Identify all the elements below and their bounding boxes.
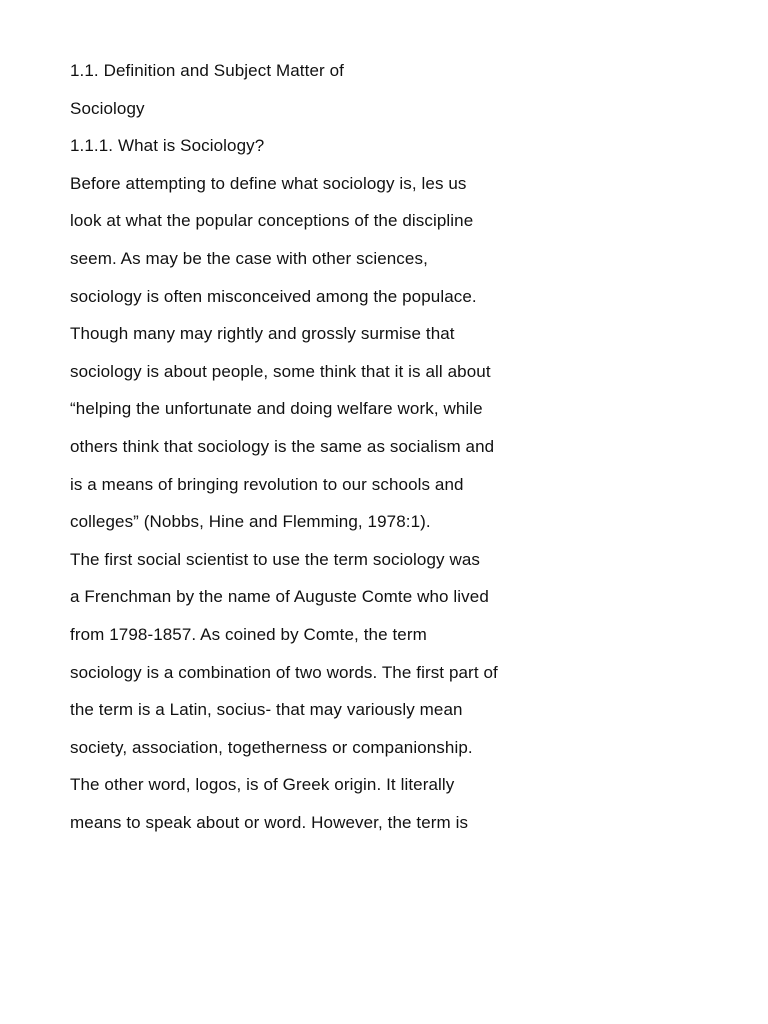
body-line: a Frenchman by the name of Auguste Comte who lived — [70, 587, 489, 607]
body-line: Before attempting to define what sociology is, les us — [70, 173, 467, 193]
body-line: The other word, logos, is of Greek origin. It literally — [70, 775, 455, 795]
document-body — [70, 58, 750, 847]
section-heading-line-2: Sociology — [70, 98, 145, 118]
body-line: others think that sociology is the same as socialism and — [70, 436, 495, 456]
body-line: is a means of bringing revolution to our schools and — [70, 474, 464, 494]
body-line: means to speak about or word. However, the term is — [70, 812, 469, 832]
body-line: the term is a Latin, socius- that may variously mean — [70, 700, 463, 720]
body-line: Though many may rightly and grossly surmise that — [70, 324, 455, 344]
body-line: sociology is often misconceived among the populace. — [70, 286, 477, 306]
body-line: from 1798-1857. As coined by Comte, the term — [70, 624, 427, 644]
subsection-heading: 1.1.1. What is Sociology? — [70, 136, 265, 156]
body-line: look at what the popular conceptions of the discipline — [70, 211, 474, 231]
body-line: “helping the unfortunate and doing welfare work, while — [70, 399, 483, 419]
body-line: seem. As may be the case with other sciences, — [70, 248, 428, 268]
body-line: sociology is about people, some think that it is all about — [70, 361, 491, 381]
body-line: society, association, togetherness or companionship. — [70, 737, 473, 757]
body-line: sociology is a combination of two words. The first part of — [70, 662, 498, 682]
section-heading-line-1: 1.1. Definition and Subject Matter of — [70, 61, 344, 80]
body-line: The first social scientist to use the term sociology was — [70, 549, 480, 569]
body-line: colleges” (Nobbs, Hine and Flemming, 1978:1). — [70, 512, 431, 532]
